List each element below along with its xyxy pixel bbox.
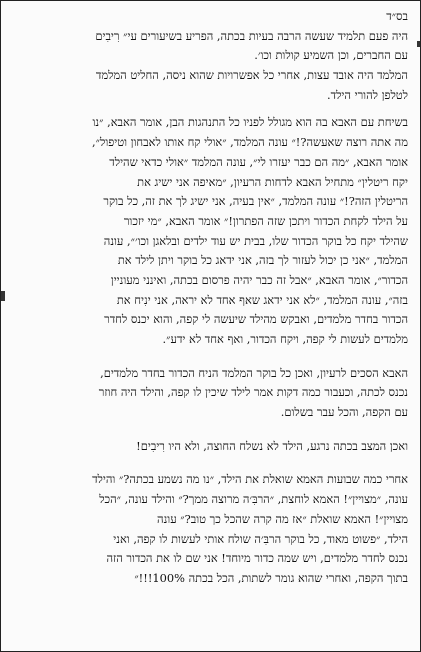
paragraph-4	[11, 437, 408, 457]
scan-edge-mark	[417, 41, 420, 47]
text-line: הכדור״, אומר האבא, ״אבל זה כבר יהיה פרסום בכתה, ואינני מעוניין	[110, 272, 408, 287]
text-line: המלמד, ״אני כן יכול לעזור לך בזה, אני ידאג כל בוקר ויתן לילד את	[117, 253, 408, 268]
text-line: המלמד היה אובד עצות, אחרי כל אפשרויות שהוא ניסה, החליט המלמד	[95, 68, 408, 83]
text-line: אומר האבא, ״מה הם כבר יעזרו לי״, עונה המלמד ״אולי כדאי שהילד	[109, 154, 408, 169]
text-line: היה פעם תלמיד שעשה הרבה בעיות בכתה, הפריע בשיעורים עי״ רִיבִים	[95, 28, 408, 43]
text-line: מצויין״! האמא שואלת ״אז מה קרה שהכל כך טוב?״ עונה	[157, 511, 408, 526]
text-line: בשיחת עם האבא בה הוא מגולל לפניו כל התנהגות הבן, אומר האבא, ״נו	[92, 115, 408, 130]
paragraph-5	[11, 470, 408, 588]
text-line: נכנס לכתה, וכעבור כמה דקות אמר לילד שיכין לו קפה, והילד היה חוזר	[98, 385, 408, 400]
text-line: הריטלין הזה?!״ עונה המלמד, ״אין בעיה, אני ישיג לך את זה, כל בוקר	[103, 194, 408, 209]
scan-edge-mark	[1, 291, 5, 301]
text-line: עם החברים, וכן השמיע קולות וכו׳.	[254, 48, 408, 63]
text-line: מה אתה רוצה שאעשה?!״ עונה המלמד, ״אולי קח אותו לאבחון וטיפול״,	[92, 135, 408, 150]
paragraph-1	[11, 27, 408, 106]
text-line: בזה״, עונה המלמד, ״לא אני ידאג שאף אחד לא יראה, אני ינִיח את	[116, 292, 408, 307]
text-line: שהילד יקח כל בוקר הכדור שלו, בבית יש עוד ילדים ובלאגן וכו׳״, עונה	[103, 233, 408, 248]
document-header: בס״ד	[386, 9, 408, 23]
text-line: האבא הסכים לרעיון, ואכן כל בוקר המלמד הניח הכדור בחדר מלמדים,	[100, 365, 408, 380]
paragraph-3	[11, 364, 408, 423]
text-line: עונה, ״מצויין״! האמא לוחצת, ״הרבִּ׳ה מרוצה ממך?״ והילד עונה, ״הכל	[99, 492, 408, 507]
text-line: לטלפן להורי הילד.	[327, 87, 408, 102]
text-line: נכנס לחדר מלמדים, ויש שמה כדור מיוחד! אני שם לו את הכדור הזה	[106, 551, 408, 566]
text-line: ואכן המצב בכתה נרגע, הילד לא נשלח החוצה, ולא היו רִיבִים!	[136, 438, 408, 453]
paragraph-2	[11, 113, 408, 349]
text-line: אחרי כמה שבועות האמא שואלת את הילד, ״נו מה נשמע בכתה?״ והילד	[92, 472, 408, 487]
text-line: על הילד לקחת הכדור ויתכן שזה הפתרון!״ אומר האבא, ״מי יזכור	[123, 213, 408, 228]
text-line: הילד, ״פשוט מאוד, כל בוקר הרבִּ׳ה שולח אותי לעשות לו קפה, ואני	[113, 531, 408, 546]
text-line: הכדור בחדר מלמדים, ואבקש מהילד שיעשה לי קפה, והוא יכנס לחדר	[104, 312, 408, 327]
document-body	[11, 7, 408, 589]
text-line: יקח ריטלין״ מתחיל האבא לדחות הרעיון, ״מאיפה אני ישיג את	[137, 174, 408, 189]
text-line: בתוך הקפה, ואחרי שהוא גומר לשתות, הכל בכתה 100%!!!״	[134, 570, 408, 585]
text-line: מלמדים לעשות לי קפה, ויקח הכדור, ואף אחד לא ידע״.	[162, 332, 408, 346]
text-line: עם הקפה, והכל עבר בשלום.	[280, 405, 408, 420]
